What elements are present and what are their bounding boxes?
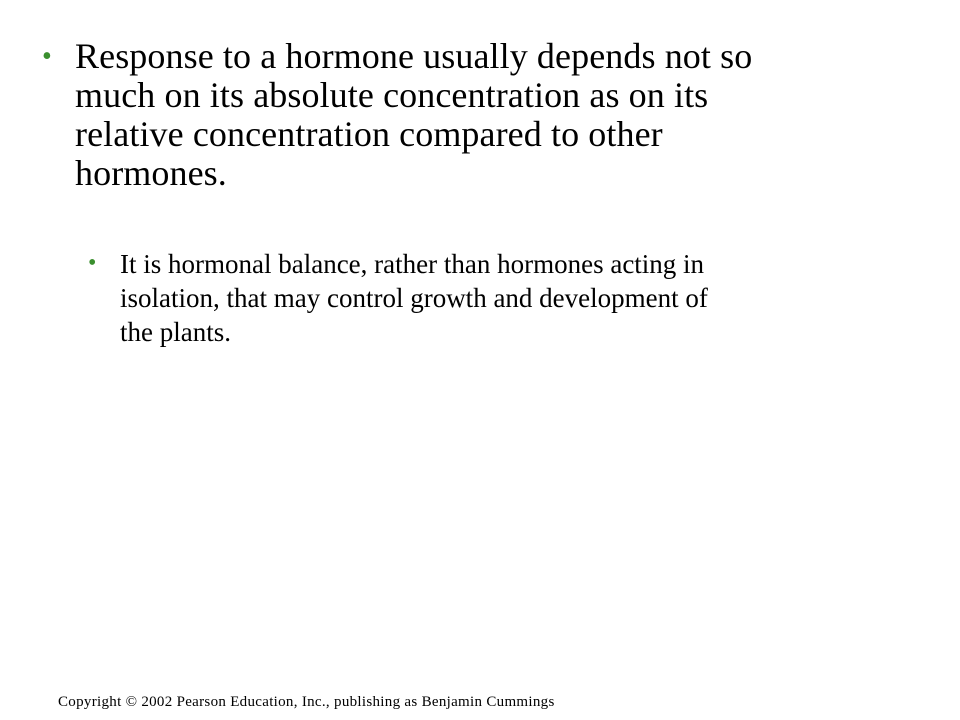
bullet-point-level-1 — [42, 37, 842, 193]
sub-bullet-text: It is hormonal balance, rather than hormones acting in isolation, that may control growth and development of the plants. — [120, 249, 708, 347]
bullet-point-level-2 — [88, 247, 878, 349]
copyright-footer: Copyright © 2002 Pearson Education, Inc., publishing as Benjamin Cummings — [58, 694, 555, 710]
bullet-text: Response to a hormone usually depends not so much on its absolute concentration as on its relative concentration compared to other hormones. — [75, 36, 753, 193]
bullet-dot-icon: • — [88, 250, 97, 276]
bullet-dot-icon: • — [42, 41, 52, 72]
